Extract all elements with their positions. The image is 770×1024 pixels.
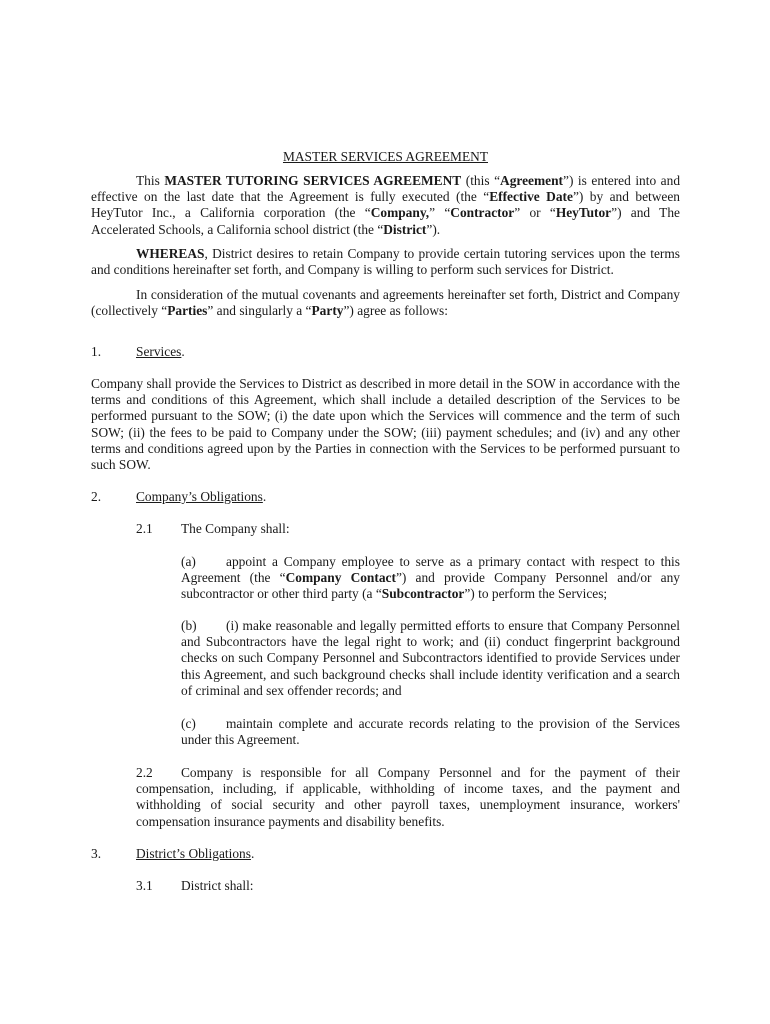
item-c: (c) maintain complete and accurate records relating to the provision of the Services under this Agreement. (181, 716, 680, 748)
section-2-heading: Company’s Obligations. (136, 489, 267, 504)
section-3-1-number: 3.1 (136, 878, 153, 893)
section-2-1-number: 2.1 (136, 521, 153, 536)
section-3-heading: District’s Obligations. (136, 846, 255, 861)
section-3-1-text: District shall: (181, 878, 254, 893)
item-b: (b) (i) make reasonable and legally permitted efforts to ensure that Company Personnel and Subcontractors have the legal right to work; and (ii) conduct fingerprint background checks on such Company Personnel and Subcontractors identified to provide Services under this Agreement, and such background checks shall include identity verification and a search of criminal and sex offender records; and (181, 618, 680, 698)
section-1-number: 1. (91, 344, 102, 359)
consideration-paragraph: In consideration of the mutual covenants and agreements hereinafter set forth, District and Company (collectively “Parties” and singularly a “Party”) agree as follows: (91, 287, 680, 319)
section-2-2-paragraph: 2.2 Company is responsible for all Company Personnel and for the payment of their compensation, including, if applicable, withholding of income taxes, and the payment and withholding of social security and other payroll taxes, unemployment insurance, workers' compensation insurance payments and disability benefits. (136, 765, 680, 829)
section-2-number: 2. (91, 489, 102, 504)
section-2-1-text: The Company shall: (181, 521, 290, 536)
whereas-paragraph: WHEREAS, District desires to retain Company to provide certain tutoring services upon the terms and conditions hereinafter set forth, and Company is willing to perform such services for District. (91, 246, 680, 278)
section-1-body: Company shall provide the Services to District as described in more detail in the SOW in accordance with the terms and conditions of this Agreement, which shall include a detailed description of the Services to be performed pursuant to the SOW; (i) the date upon which the Services will commence and the term of such SOW; (ii) the fees to be paid to Company under the SOW; (iii) payment schedules; and (iv) and any other terms and conditions agreed upon by the Parties in connection with the Services to be performed pursuant to such SOW. (91, 376, 680, 473)
section-3-number: 3. (91, 846, 102, 861)
intro-paragraph-1: This MASTER TUTORING SERVICES AGREEMENT (this “Agreement”) is entered into and effective on the last date that the Agreement is fully executed (the “Effective Date”) by and between HeyTutor Inc., a California corporation (the “Company,” “Contractor” or “HeyTutor”) and The Accelerated Schools, a California school district (the “District”). (91, 173, 681, 237)
item-a: (a) appoint a Company employee to serve as a primary contact with respect to this Agreement (the “Company Contact”) and provide Company Personnel and/or any subcontractor or other third party (a “Subcontractor”) to perform the Services; (181, 554, 680, 602)
document-title: MASTER SERVICES AGREEMENT (282, 149, 488, 164)
section-1-heading: Services. (136, 344, 185, 359)
